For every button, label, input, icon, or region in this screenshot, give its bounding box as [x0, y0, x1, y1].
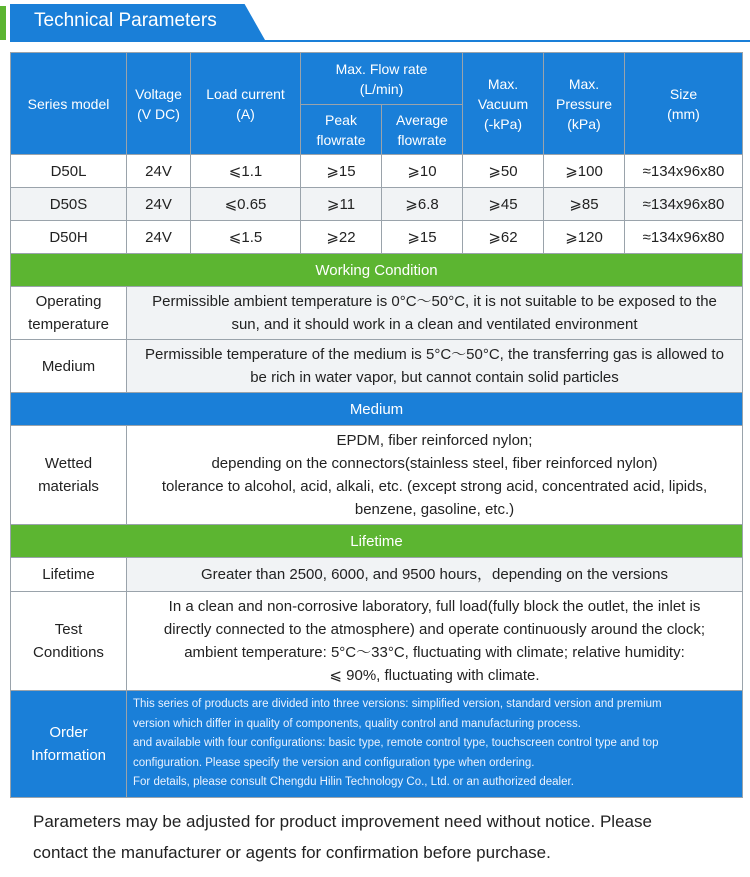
header-load-current: Load current (A) [191, 53, 301, 155]
cell-voltage: 24V [127, 155, 191, 188]
cell-average: ⩾15 [382, 221, 463, 254]
cell-average: ⩾10 [382, 155, 463, 188]
cell-peak: ⩾11 [301, 188, 382, 221]
cell-peak: ⩾22 [301, 221, 382, 254]
cell-peak: ⩾15 [301, 155, 382, 188]
header-average-flowrate: Average flowrate [382, 105, 463, 155]
row-label: Test Conditions [11, 592, 127, 691]
row-label: Medium [11, 340, 127, 393]
header-series-model: Series model [11, 53, 127, 155]
row-order-information [11, 691, 743, 798]
section-header-medium [11, 393, 743, 426]
header-row [11, 53, 743, 105]
row-text: Permissible ambient temperature is 0°C～50°C, it is not suitable to be exposed to the sun, and it should work in a clean and ventilated environment [127, 287, 743, 340]
cell-vacuum: ⩾45 [463, 188, 544, 221]
cell-current: ⩽0.65 [191, 188, 301, 221]
cell-size: ≈134x96x80 [625, 155, 743, 188]
section-title: Working Condition [11, 254, 743, 287]
section-header-working-condition [11, 254, 743, 287]
header-max-flow-rate: Max. Flow rate (L/min) [301, 53, 463, 105]
cell-model: D50L [11, 155, 127, 188]
row-operating-temperature [11, 287, 743, 340]
row-test-conditions [11, 592, 743, 691]
row-label: Wetted materials [11, 426, 127, 525]
cell-size: ≈134x96x80 [625, 221, 743, 254]
row-wetted-materials [11, 426, 743, 525]
header-max-pressure: Max. Pressure (kPa) [544, 53, 625, 155]
cell-average: ⩾6.8 [382, 188, 463, 221]
adjustment-notice: Parameters may be adjusted for product improvement need without notice. Please contact the manufacturer or agents for confirmation before purchase. [33, 812, 652, 862]
header-peak-flowrate: Peak flowrate [301, 105, 382, 155]
cell-model: D50S [11, 188, 127, 221]
cell-current: ⩽1.1 [191, 155, 301, 188]
banner-title: Technical Parameters [34, 10, 217, 31]
cell-size: ≈134x96x80 [625, 188, 743, 221]
section-banner [0, 0, 750, 46]
cell-pressure: ⩾100 [544, 155, 625, 188]
section-title: Medium [11, 393, 743, 426]
table-row [11, 188, 743, 221]
row-text: Greater than 2500, 6000, and 9500 hours，depending on the versions [127, 558, 743, 592]
technical-parameters-table [10, 52, 743, 798]
row-label: Lifetime [11, 558, 127, 592]
header-size: Size (mm) [625, 53, 743, 155]
cell-vacuum: ⩾50 [463, 155, 544, 188]
cell-pressure: ⩾120 [544, 221, 625, 254]
cell-voltage: 24V [127, 188, 191, 221]
cell-vacuum: ⩾62 [463, 221, 544, 254]
cell-current: ⩽1.5 [191, 221, 301, 254]
row-text: Permissible temperature of the medium is 5°C～50°C, the transferring gas is allowed to be rich in water vapor, but cannot contain solid particles [127, 340, 743, 393]
table-row [11, 155, 743, 188]
cell-pressure: ⩾85 [544, 188, 625, 221]
cell-voltage: 24V [127, 221, 191, 254]
section-title: Lifetime [11, 525, 743, 558]
header-voltage: Voltage (V DC) [127, 53, 191, 155]
section-header-lifetime [11, 525, 743, 558]
cell-model: D50H [11, 221, 127, 254]
banner-accent [0, 6, 6, 40]
banner-underline [10, 40, 750, 42]
row-text: In a clean and non-corrosive laboratory, full load(fully block the outlet, the inlet is directly connected to the atmosphere) and operate continuously around the clock; ambient temperature: 5°C～33°C, fluctuating with climate; relative humidity: ⩽ 90%, fluctuating with climate. [127, 592, 743, 691]
header-max-vacuum: Max. Vacuum (-kPa) [463, 53, 544, 155]
row-medium [11, 340, 743, 393]
row-lifetime [11, 558, 743, 592]
row-text: EPDM, fiber reinforced nylon; depending on the connectors(stainless steel, fiber reinforced nylon) tolerance to alcohol, acid, alkali, etc. (except strong acid, concentrated acid, lipids, benzene, gasoline, etc.) [127, 426, 743, 525]
row-label: Operating temperature [11, 287, 127, 340]
table-row [11, 221, 743, 254]
row-label: Order Information [11, 691, 127, 798]
row-text: This series of products are divided into three versions: simplified version, standard version and premium version which differ in quality of components, quality control and manufacturing process. and available with four configurations: basic type, remote control type, touchscreen control type and top configuration. Please specify the version and configuration type when ordering. For details, please consult Chengdu Hilin Technology Co., Ltd. or an authorized dealer. [127, 691, 743, 798]
